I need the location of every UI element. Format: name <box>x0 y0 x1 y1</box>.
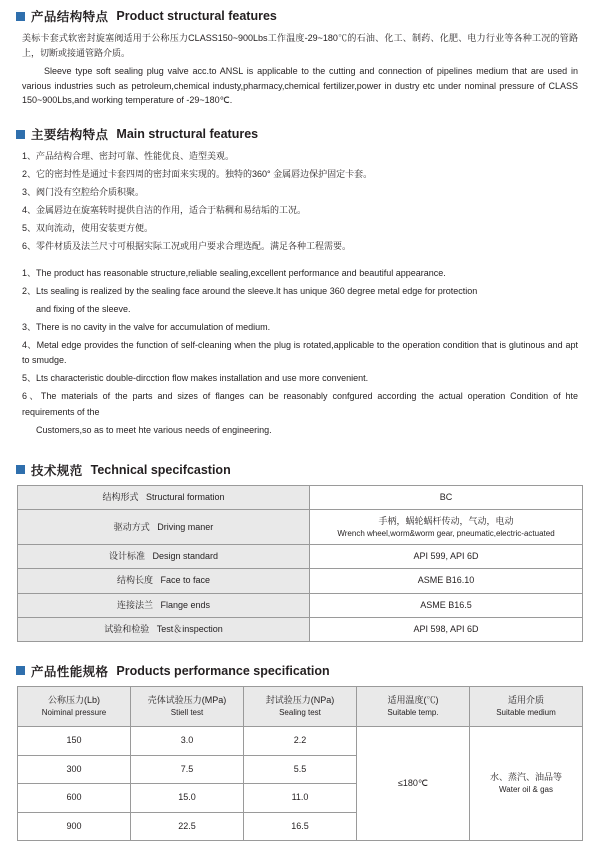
table-header-row <box>18 686 583 727</box>
list-item: 6、The materials of the parts and sizes of flanges can be reasonably confgured according the actual operation Condition of hte requirements of the <box>22 391 578 417</box>
section-title-cn: 产品结构特点 <box>31 10 109 24</box>
section-heading-product-structural <box>16 7 600 25</box>
intro-paragraph-cn: 美标卡套式软密封旋塞阀适用于公称压力CLASS150~900Lbs工作温度-29~180℃的石油、化工、制药、化肥、电力行业等各种工况的管路上，切断或接通管路介质。 <box>22 33 578 58</box>
section-title-cn: 主要结构特点 <box>31 128 109 143</box>
list-item-continuation: and fixing of the sleeve. <box>36 303 131 314</box>
cell-shell-test: 3.0 <box>131 727 244 756</box>
product-structural-intro <box>22 31 578 108</box>
section-title-cn: 技术规范 <box>31 463 83 478</box>
list-item: 4、Metal edge provides the function of self-cleaning when the plug is rotated,applicable to the operation condition that is glutinous and apt to smudge. <box>22 339 578 366</box>
spec-value-en: ASME B16.5 <box>420 599 472 610</box>
column-header-nominal-pressure <box>18 686 131 727</box>
spec-value-cn: 手柄，蜗轮蜗杆传动，气动，电动 <box>378 515 514 526</box>
table-row <box>18 485 583 509</box>
table-row <box>18 569 583 593</box>
spec-label-cell <box>18 545 310 569</box>
spec-label-cell <box>18 569 310 593</box>
list-item: 2、Lts sealing is realized by the sealing face around the sleeve.lt has unique 360 degree metal edge for protection <box>22 286 478 296</box>
section-title-en: Products performance specification <box>116 663 330 678</box>
square-marker-icon <box>16 666 25 675</box>
spacer-4 <box>0 642 600 662</box>
list-item-continuation: Customers,so as to meet hte various needs of engineering. <box>36 424 272 435</box>
column-header-shell-test <box>131 686 244 727</box>
spec-label-en: Flange ends <box>160 599 211 610</box>
header-en: Stiell test <box>170 708 204 718</box>
section-heading-technical-spec <box>16 461 600 479</box>
table-row <box>18 593 583 617</box>
spacer-3 <box>0 441 600 461</box>
cell-sealing-test: 5.5 <box>244 755 357 784</box>
spec-value-en: ASME B16.10 <box>417 575 475 586</box>
spec-label-cn: 试验和检验 <box>104 623 150 634</box>
main-features-cn-list <box>22 149 578 254</box>
spec-label-cn: 结构形式 <box>102 491 139 502</box>
header-en: Suitable temp. <box>387 708 439 718</box>
spec-value-en: API 598, API 6D <box>413 623 479 634</box>
spec-label-en: Structural formation <box>146 491 225 502</box>
header-en: Sealing test <box>279 708 321 718</box>
column-header-suitable-temp <box>357 686 470 727</box>
header-cn: 壳体试验压力(MPa) <box>147 694 227 705</box>
header-cn: 封试验压力(NPa) <box>265 694 335 705</box>
cell-suitable-medium <box>470 727 583 841</box>
square-marker-icon <box>16 12 25 21</box>
spacer-2 <box>0 257 600 264</box>
list-item: 3、There is no cavity in the valve for accumulation of medium. <box>22 321 271 332</box>
spec-label-en: Face to face <box>160 575 211 586</box>
section-title-en: Main structural features <box>116 127 259 142</box>
list-item: 6、零件材质及法兰尺寸可根据实际工况或用户要求合理选配。满足各种工程需要。 <box>22 241 352 252</box>
spec-value-cell <box>310 617 583 641</box>
cell-shell-test: 22.5 <box>131 812 244 841</box>
main-features-en-list <box>22 266 578 438</box>
table-row <box>18 545 583 569</box>
spec-value-cell <box>310 593 583 617</box>
cell-nominal-pressure: 900 <box>18 812 131 841</box>
cell-nominal-pressure: 600 <box>18 784 131 813</box>
spec-value-en: API 599, API 6D <box>413 551 479 562</box>
table-row <box>18 509 583 545</box>
spec-label-cn: 连接法兰 <box>116 599 153 610</box>
spec-value-en: BC <box>439 491 453 502</box>
cell-nominal-pressure: 150 <box>18 727 131 756</box>
spec-label-cn: 结构长度 <box>116 575 153 586</box>
square-marker-icon <box>16 130 25 139</box>
cell-nominal-pressure: 300 <box>18 755 131 784</box>
spec-label-cell <box>18 593 310 617</box>
list-item: 1、The product has reasonable structure,reliable sealing,excellent performance and beautiful appearance. <box>22 268 446 279</box>
spacer-top <box>0 0 600 7</box>
cell-shell-test: 15.0 <box>131 784 244 813</box>
list-item: 1、产品结构合理、密封可靠、性能优良、造型美观。 <box>22 151 235 162</box>
spec-label-en: Driving maner <box>157 521 214 532</box>
list-item: 2、它的密封性是通过卡套四周的密封面来实现的。独特的360° 金属唇边保护固定卡套。 <box>22 169 373 180</box>
spec-value-cell <box>310 545 583 569</box>
header-en: Suitable medium <box>496 708 556 718</box>
section-title-en: Technical specifcastion <box>90 462 231 477</box>
cell-sealing-test: 2.2 <box>244 727 357 756</box>
cell-sealing-test: 11.0 <box>244 784 357 813</box>
technical-spec-table <box>17 485 583 642</box>
spec-label-cn: 设计标准 <box>108 551 145 562</box>
spec-label-cn: 驱动方式 <box>113 521 150 532</box>
column-header-suitable-medium <box>470 686 583 727</box>
list-item: 5、双向流动，使用安装更方便。 <box>22 223 154 234</box>
spacer-1 <box>0 111 600 125</box>
table-row <box>18 727 583 756</box>
column-header-sealing-test <box>244 686 357 727</box>
list-item: 4、金属唇边在旋塞转时提供自洁的作用，适合于粘稠和易结垢的工况。 <box>22 205 307 216</box>
section-title-cn: 产品性能规格 <box>31 664 109 679</box>
section-heading-performance <box>16 662 600 680</box>
spec-label-en: Design standard <box>152 551 219 562</box>
spec-value-cell <box>310 485 583 509</box>
spec-label-cell <box>18 485 310 509</box>
spec-value-cell <box>310 509 583 545</box>
cell-sealing-test: 16.5 <box>244 812 357 841</box>
list-item: 5、Lts characteristic double-dircction flow makes installation and use more convenient. <box>22 373 369 384</box>
spec-label-cell <box>18 617 310 641</box>
spec-value-en: Wrench wheel,worm&worm gear, pneumatic,electric-actuated <box>337 528 555 538</box>
intro-paragraph-en: Sleeve type soft sealing plug valve acc.to ANSL is applicable to the cutting and connection of pipelines medium that are used in various industries such as petroleum,chemical industy,pharmacy,chemical fertilizer,power in dustry etc under nominal pressure of CLASS 150~900Lbs,and working temperature of -29~180℃. <box>22 65 578 106</box>
header-cn: 适用介质 <box>507 694 544 705</box>
list-item: 3、阀门没有空腔给介质积聚。 <box>22 187 145 198</box>
square-marker-icon <box>16 465 25 474</box>
spec-label-en: Test＆inspection <box>156 623 223 634</box>
table-row <box>18 617 583 641</box>
section-title-en: Product structural features <box>116 9 277 23</box>
header-cn: 公称压力(Lb) <box>47 694 100 705</box>
medium-en: Water oil & gas <box>499 785 553 795</box>
medium-cn: 水、蒸汽、油品等 <box>489 771 562 782</box>
cell-suitable-temp: ≤180℃ <box>357 727 470 841</box>
spec-value-cell <box>310 569 583 593</box>
header-cn: 适用温度(℃) <box>387 694 439 705</box>
performance-table <box>17 686 583 841</box>
spec-label-cell <box>18 509 310 545</box>
cell-shell-test: 7.5 <box>131 755 244 784</box>
header-en: Noiminal pressure <box>41 708 107 718</box>
section-heading-main-features <box>16 125 600 143</box>
